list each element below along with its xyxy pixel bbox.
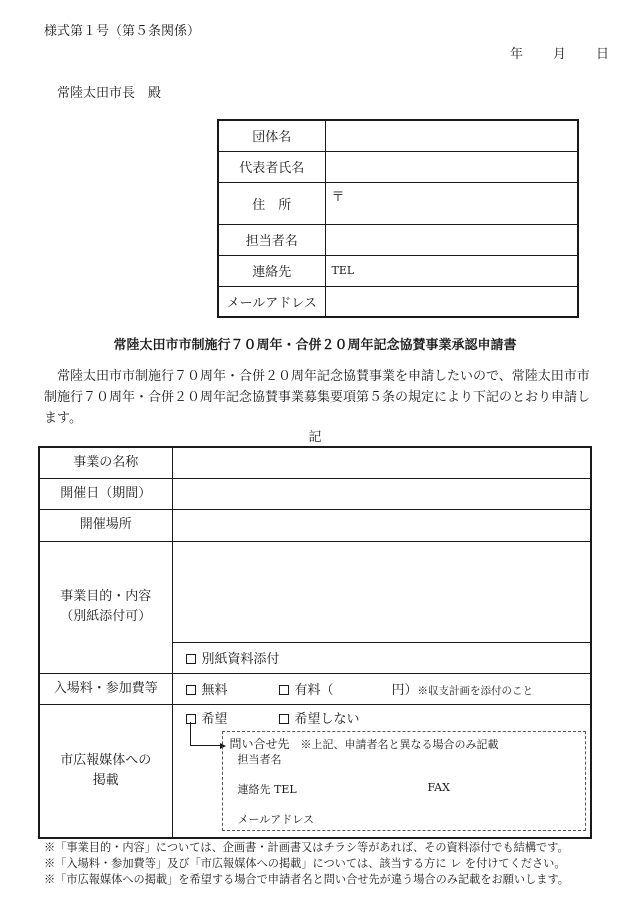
fee-label: 入場料・参加費等 bbox=[39, 673, 172, 704]
details-table bbox=[38, 446, 592, 839]
address-label: 住 所 bbox=[218, 182, 325, 224]
publication-label-line1: 市広報媒体への bbox=[60, 752, 152, 768]
representative-field[interactable] bbox=[325, 151, 578, 182]
event-dates-field[interactable] bbox=[172, 478, 591, 509]
inquiry-fax-label: FAX bbox=[427, 780, 450, 794]
event-name-label: 事業の名称 bbox=[39, 447, 172, 478]
inquiry-heading bbox=[230, 735, 499, 752]
postal-mark: 〒 bbox=[331, 189, 345, 205]
date-day-label: 日 bbox=[596, 47, 610, 62]
record-label: 記 bbox=[308, 430, 322, 445]
fee-free-label: 無料 bbox=[201, 683, 228, 698]
inquiry-note: ※上記、申請者名と異なる場合のみ記載 bbox=[300, 737, 499, 751]
group-name-field[interactable] bbox=[325, 120, 578, 151]
inquiry-tel-label: 連絡先 TEL bbox=[237, 782, 297, 796]
publication-wish-label: 希望 bbox=[201, 711, 228, 727]
body-text: 常陸太田市市制施行７０周年・合併２０周年記念協賛事業を申請したいので、常陸太田市市制施行７０周年・合併２０周年記念協賛事業募集要項第５条の規定により下記のとおり申請します。 bbox=[44, 369, 591, 426]
date-year-label: 年 bbox=[510, 47, 524, 62]
connector-arrow-icon bbox=[190, 722, 220, 746]
event-dates-label: 開催日（期間） bbox=[39, 478, 172, 509]
email-label: メールアドレス bbox=[218, 286, 325, 317]
attachment-checkbox[interactable] bbox=[186, 654, 196, 664]
addressee: 常陸太田市長 殿 bbox=[57, 86, 162, 101]
attachment-row bbox=[172, 642, 591, 673]
document-title: 常陸太田市市制施行７０周年・合併２０周年記念協賛事業承認申請書 bbox=[113, 338, 517, 353]
applicant-table bbox=[217, 119, 579, 318]
date-month-label: 月 bbox=[553, 47, 567, 62]
publication-no-wish-label: 希望しない bbox=[294, 711, 360, 727]
person-in-charge-label: 担当者名 bbox=[218, 224, 325, 255]
purpose-label-line2: （別紙添付可） bbox=[60, 609, 152, 624]
person-in-charge-field[interactable] bbox=[325, 224, 578, 255]
inquiry-box bbox=[222, 731, 586, 831]
purpose-label-line1: 事業目的・内容 bbox=[60, 589, 152, 604]
date-line bbox=[480, 43, 609, 62]
purpose-label bbox=[39, 541, 172, 673]
contact-label: 連絡先 bbox=[218, 255, 325, 286]
fee-free-checkbox[interactable] bbox=[186, 685, 196, 695]
fee-row bbox=[172, 673, 591, 704]
inquiry-person-label: 担当者名 bbox=[237, 752, 282, 766]
group-name-label: 団体名 bbox=[218, 120, 325, 151]
contact-tel-prefix: TEL bbox=[331, 264, 355, 277]
fee-paid-label: 有料（ bbox=[294, 683, 334, 698]
venue-field[interactable] bbox=[172, 509, 591, 541]
fee-note: ※収支計画を添付のこと bbox=[417, 685, 534, 697]
publication-label bbox=[39, 704, 172, 838]
representative-label: 代表者氏名 bbox=[218, 151, 325, 182]
attachment-option-label: 別紙資料添付 bbox=[201, 652, 280, 667]
address-field[interactable] bbox=[325, 182, 578, 224]
note-1: ※「事業目的・内容」については、企画書・計画書又はチラシ等があれば、その資料添付でも結構です。 bbox=[44, 841, 569, 854]
note-2: ※「入場料・参加費等」及び「市広報媒体への掲載」については、該当する方に レ を付けてください。 bbox=[44, 857, 566, 870]
publication-no-wish-checkbox[interactable] bbox=[279, 714, 289, 724]
form-number: 様式第１号（第５条関係） bbox=[44, 24, 201, 39]
fee-paid-checkbox[interactable] bbox=[279, 685, 289, 695]
purpose-field[interactable] bbox=[172, 541, 591, 642]
inquiry-email-label: メールアドレス bbox=[237, 812, 314, 826]
email-field[interactable] bbox=[325, 286, 578, 317]
venue-label: 開催場所 bbox=[39, 509, 172, 541]
publication-cell bbox=[172, 704, 591, 838]
contact-field[interactable] bbox=[325, 255, 578, 286]
event-name-field[interactable] bbox=[172, 447, 591, 478]
publication-label-line2: 掲載 bbox=[92, 772, 119, 788]
fee-yen-label: 円） bbox=[391, 683, 418, 698]
inquiry-label: 問い合せ先 bbox=[229, 736, 290, 751]
note-3: ※「市広報媒体への掲載」を希望する場合で申請者名と問い合せ先が違う場合のみ記載をお願いします。 bbox=[44, 873, 569, 886]
